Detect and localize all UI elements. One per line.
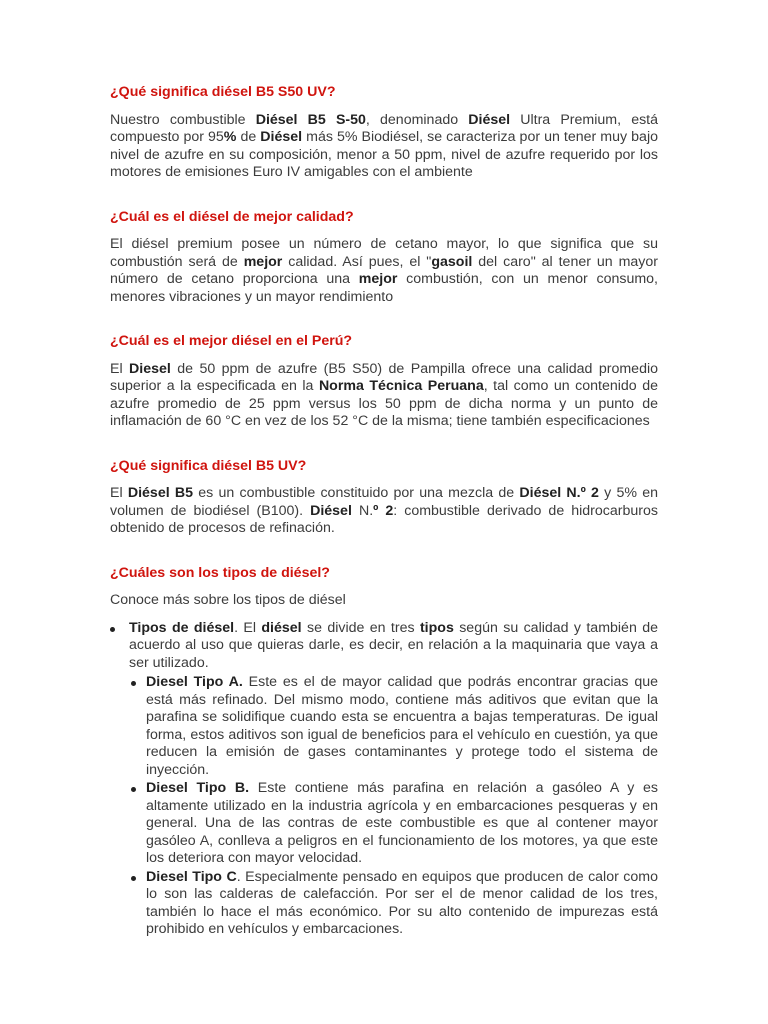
bold-run: Diésel — [468, 111, 511, 128]
section-heading: ¿Cuáles son los tipos de diésel? — [110, 564, 330, 581]
text-run: del caro" al tener un mayor número de cetano proporciona una — [110, 253, 658, 287]
bullet-icon — [110, 627, 115, 632]
bold-run: mejor — [243, 253, 283, 270]
list-item-text — [146, 869, 658, 938]
section-paragraph — [110, 485, 658, 538]
text-run: El — [110, 360, 130, 377]
bullet-icon — [131, 681, 136, 686]
text-run: El diésel premium posee un número de cetano mayor, lo que significa que su combustión será de — [110, 236, 658, 270]
bold-run: diésel — [261, 619, 302, 636]
bold-run: Diésel N.º 2 — [519, 485, 599, 501]
text-run: combustión, con un menor consumo, menores vibraciones y un mayor rendimiento — [110, 271, 658, 305]
document-content — [110, 84, 658, 940]
types-list — [110, 620, 658, 939]
bold-run: mejor — [358, 271, 398, 287]
text-run: según su calidad y también de acuerdo al uso que quieras darle, es decir, en relación a la maquinaria que vaya a ser utilizado. — [129, 619, 658, 671]
section-paragraph — [110, 236, 658, 306]
list-item-tipo-a — [129, 674, 658, 779]
section-diesel-b5-s50-uv — [110, 84, 658, 182]
list-item-tipo-b — [129, 780, 658, 868]
subtypes-list — [129, 674, 658, 939]
list-item-text — [146, 674, 658, 778]
bold-run: Diésel — [310, 502, 352, 519]
bold-run: Norma Técnica Peruana — [318, 378, 484, 394]
section-paragraph — [110, 361, 658, 431]
section-intro: Conoce más sobre los tipos de diésel — [110, 592, 346, 608]
bold-run: Diésel B5 — [127, 485, 194, 501]
section-paragraph — [110, 112, 658, 182]
bold-run: Diésel B5 S-50 — [255, 111, 366, 128]
text-run: N. — [351, 502, 374, 519]
section-mejor-calidad — [110, 209, 658, 307]
text-run: . El — [234, 619, 262, 636]
section-tipos-diesel — [110, 565, 658, 939]
text-run: calidad. Así pues, el " — [282, 253, 432, 270]
section-heading: ¿Cuál es el mejor diésel en el Perú? — [110, 333, 353, 349]
text-run: de 50 ppm de azufre (B5 S50) de Pampilla ofrece una calidad promedio superior a la especificada en la — [110, 360, 658, 394]
list-item-text — [129, 620, 658, 671]
text-run: y 5% en volumen de biodiésel (B100). — [110, 485, 659, 519]
section-heading: ¿Cuál es el diésel de mejor calidad? — [110, 208, 354, 225]
text-run: Nuestro combustible — [110, 111, 256, 128]
section-heading: ¿Qué significa diésel B5 UV? — [110, 457, 307, 474]
text-run: El — [110, 485, 128, 501]
bold-run: º 2 — [373, 502, 394, 519]
bold-run: Diesel Tipo C — [146, 868, 237, 885]
bullet-icon — [131, 787, 136, 792]
bold-run: % — [223, 129, 237, 145]
bold-run: Diesel — [129, 360, 171, 377]
section-diesel-b5-uv — [110, 458, 658, 538]
text-run: más 5% Biodiésel, se caracteriza por un tener muy bajo nivel de azufre en su composición, menor a 50 ppm, nivel de azufre requerido por los motores de emisiones Euro IV amigables con el ambiente — [110, 129, 658, 180]
list-item — [110, 620, 658, 939]
text-run: , tal como un contenido de azufre promedio de 25 ppm versus los 50 ppm de dicha norma y un punto de inflamación de 60 °C en vez de los 52 °C de la misma; tiene también especificaciones — [110, 378, 658, 429]
bold-run: Diesel Tipo A. — [146, 674, 243, 690]
text-run: Este es el de mayor calidad que podrás encontrar gracias que está más refinado. Del mismo modo, contiene más aditivos que evitan que la parafina se solidifique cuando esta se encuentra a bajas temperaturas. De igual forma, estos aditivos son igual de beneficios para el vehículo en cuestión, ya que reducen la emisión de gases contaminantes y protege todo el sistema de inyección. — [146, 674, 659, 778]
list-item-text — [146, 780, 658, 866]
section-mejor-diesel-peru — [110, 333, 658, 431]
text-run: : combustible derivado de hidrocarburos obtenido de procesos de refinación. — [110, 502, 658, 536]
section-heading: ¿Qué significa diésel B5 S50 UV? — [110, 84, 336, 100]
text-run: es un combustible constituido por una mezcla de — [193, 485, 520, 501]
bold-run: Tipos de diésel — [129, 619, 235, 636]
text-run: Este contiene más parafina en relación a gasóleo A y es altamente utilizado en la industria agrícola y en embarcaciones pesqueras y en general. Una de las contras de este combustible es que al contener mayor gasóleo A, conlleva a peligros en el funcionamiento de los motores, ya que este los deteriora con mayor velocidad. — [146, 780, 658, 866]
bullet-icon — [131, 876, 136, 881]
text-run: . Especialmente pensado en equipos que producen de calor como lo son las calderas de calefacción. Por ser el de menor calidad de los tres, también lo hace el más económico. Por su alto contenido de impurezas está prohibido en vehículos y embarcaciones. — [146, 868, 658, 937]
bold-run: Diésel — [260, 129, 303, 145]
bold-run: gasoil — [431, 253, 473, 270]
bold-run: Diesel Tipo B. — [146, 780, 250, 796]
bold-run: tipos — [419, 619, 454, 636]
text-run: Ultra Premium, está compuesto por 95 — [110, 111, 659, 145]
text-run: de — [236, 129, 261, 145]
list-item-tipo-c — [129, 869, 658, 939]
text-run: , denominado — [365, 111, 469, 128]
text-run: se divide en tres — [301, 619, 420, 636]
